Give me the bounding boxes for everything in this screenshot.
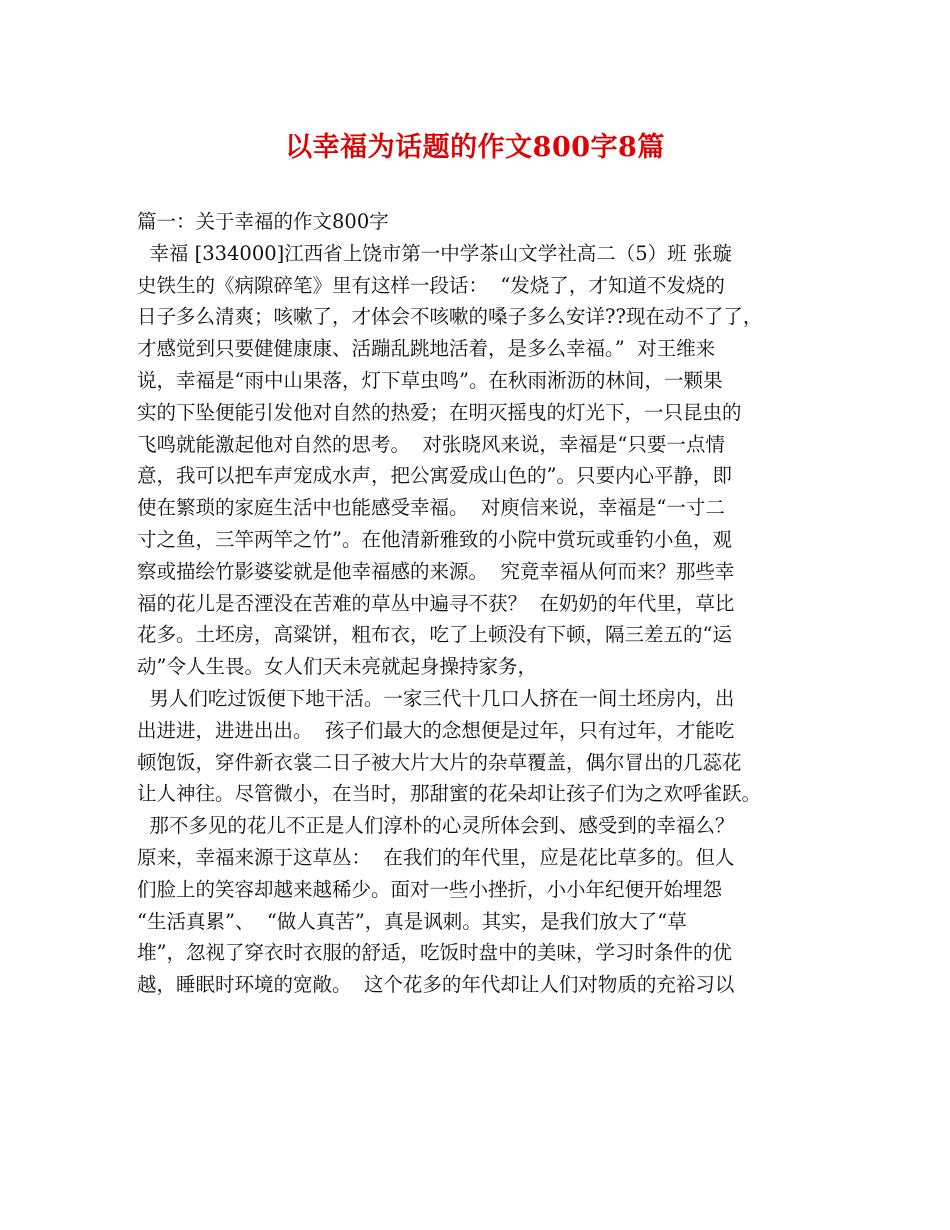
text-line: 们脸上的笑容却越来越稀少。面对一些小挫折，小小年纪便开始埋怨 [137, 877, 723, 901]
text-line: 让人神往。尽管微小，在当时，那甜蜜的花朵却让孩子们为之欢呼雀跃。 [137, 782, 762, 806]
text-line: 才感觉到只要健健康康、活蹦乱跳地活着，是多么幸福。” 对王维来 [137, 337, 716, 361]
text-line: 使在繁琐的家庭生活中也能感受幸福。 对庾信来说，幸福是“一寸二 [137, 496, 725, 520]
text-line: 那不多见的花儿不正是人们淳朴的心灵所体会到、感受到的幸福么？ [137, 814, 735, 838]
text-line: 动”令人生畏。女人们天未亮就起身操持家务， [137, 655, 537, 679]
text-line: 篇一：关于幸福的作文800字 [137, 210, 389, 233]
text-line: 福的花儿是否湮没在苦难的草丛中遍寻不获？ 在奶奶的年代里，草比 [137, 591, 735, 615]
text-line: 花多。土坯房，高粱饼，粗布衣，吃了上顿没有下顿，隔三差五的“运 [137, 623, 732, 647]
text-line: 日子多么清爽；咳嗽了，才体会不咳嗽的嗓子多么安详??现在动不了了， [137, 305, 763, 329]
text-line: 察或描绘竹影婆娑就是他幸福感的来源。 究竟幸福从何而来？那些幸 [137, 559, 735, 583]
text-line: 飞鸣就能激起他对自然的思考。 对张晓风来说，幸福是“只要一点情 [137, 432, 725, 456]
text-line: 说，幸福是“雨中山果落，灯下草虫鸣”。在秋雨淅沥的林间，一颗果 [137, 368, 723, 392]
text-line: 史铁生的《病隙碎笔》里有这样一段话： “发烧了，才知道不发烧的 [137, 273, 725, 297]
text-line: 顿饱饭，穿件新衣裳二日子被大片大片的杂草覆盖，偶尔冒出的几蕊花 [137, 750, 742, 774]
text-line: 实的下坠便能引发他对自然的热爱；在明灭摇曳的灯光下，一只昆虫的 [137, 400, 742, 424]
text-line: 意，我可以把车声宠成水声，把公寓爱成山色的”。只要内心平静，即 [137, 464, 732, 488]
text-line: 男人们吃过饭便下地干活。一家三代十几口人挤在一间土坯房内，出 [137, 686, 735, 710]
page-title: 以幸福为话题的作文800字8篇 [285, 132, 665, 163]
text-line: “生活真累”、 “做人真苦”，真是讽刺。其实，是我们放大了“草 [137, 909, 687, 933]
text-line: 原来，幸福来源于这草丛： 在我们的年代里，应是花比草多的。但人 [137, 845, 735, 869]
text-line: 越，睡眠时环境的宽敞。 这个花多的年代却让人们对物质的充裕习以 [137, 973, 735, 997]
text-line: 堆”，忽视了穿衣时衣服的舒适，吃饭时盘中的美味，学习时条件的优 [137, 941, 732, 965]
text-line: 寸之鱼，三竿两竿之竹”。在他清新雅致的小院中赏玩或垂钓小鱼，观 [137, 527, 732, 551]
text-line: 幸福 [334000]江西省上饶市第一中学茶山文学社高二（5）班 张璇 [137, 241, 732, 265]
essay-body [137, 206, 827, 1001]
text-line: 出进进，进进出出。 孩子们最大的念想便是过年，只有过年，才能吃 [137, 718, 735, 742]
